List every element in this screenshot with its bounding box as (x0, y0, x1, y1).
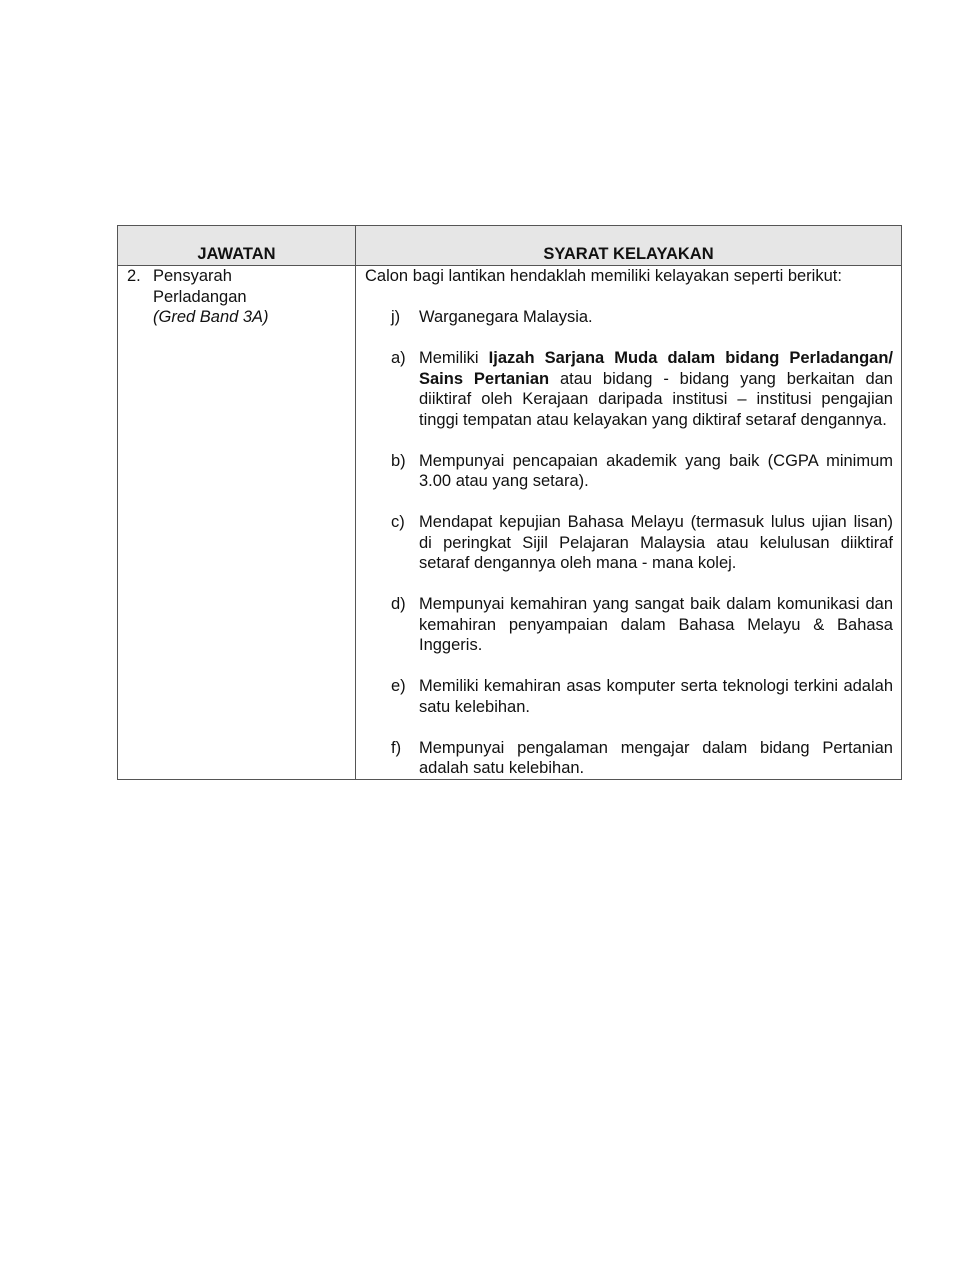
requirement-label: a) (391, 349, 406, 367)
list-item (365, 348, 893, 430)
syarat-cell (356, 266, 902, 780)
list-item (365, 676, 893, 717)
requirement-label: e) (391, 677, 406, 695)
requirement-text: Mempunyai pengalaman mengajar dalam bidang Pertanian adalah satu kelebihan. (419, 738, 893, 777)
position-number: 2. (127, 267, 141, 285)
requirement-label: f) (391, 738, 402, 757)
header-syarat-kelayakan: SYARAT KELAYAKAN (356, 226, 902, 266)
list-item (365, 594, 893, 656)
requirement-text: Mendapat kepujian Bahasa Melayu (termasuk lulus ujian lisan) di peringkat Sijil Pelajaran Malaysia atau kelulusan diiktiraf setaraf dengannya oleh mana - mana kolej. (419, 513, 893, 572)
position-grade: (Gred Band 3A) (153, 308, 269, 326)
requirements-list (365, 307, 893, 779)
requirement-label: d) (391, 595, 406, 613)
requirements-table (117, 225, 902, 780)
requirement-label: c) (391, 513, 405, 531)
table-header-row (118, 226, 902, 266)
requirement-text: Mempunyai kemahiran yang sangat baik dalam komunikasi dan kemahiran penyampaian dalam Bahasa Melayu & Bahasa Inggeris. (419, 595, 893, 654)
requirements-intro: Calon bagi lantikan hendaklah memiliki kelayakan seperti berikut: (365, 267, 842, 285)
requirement-text-after: atau bidang - bidang yang berkaitan dan diiktiraf oleh Kerajaan daripada institusi – institusi pengajian tinggi tempatan atau kelayakan yang diktiraf setaraf dengannya. (419, 369, 893, 429)
requirement-text: Mempunyai pencapaian akademik yang baik (CGPA minimum 3.00 atau yang setara). (419, 451, 893, 490)
requirement-text: Memiliki kemahiran asas komputer serta teknologi terkini adalah satu kelebihan. (419, 677, 893, 716)
table-row (118, 266, 902, 780)
requirement-text-bold: Ijazah Sarjana Muda dalam bidang Perladangan/ Sains Pertanian (419, 349, 893, 388)
list-item (365, 512, 893, 574)
list-item (365, 451, 893, 492)
jawatan-cell (118, 266, 356, 780)
position-title-line (127, 266, 355, 287)
requirement-text (419, 348, 893, 430)
requirement-text: Warganegara Malaysia. (419, 308, 593, 326)
requirement-text-before: Memiliki (419, 349, 489, 367)
list-item (365, 307, 893, 328)
position-title-line1: Pensyarah (153, 267, 232, 285)
position-title-line2: Perladangan (153, 287, 247, 306)
header-jawatan: JAWATAN (118, 226, 356, 266)
requirement-label: b) (391, 451, 406, 470)
requirement-label: j) (391, 308, 401, 326)
list-item (365, 738, 893, 779)
